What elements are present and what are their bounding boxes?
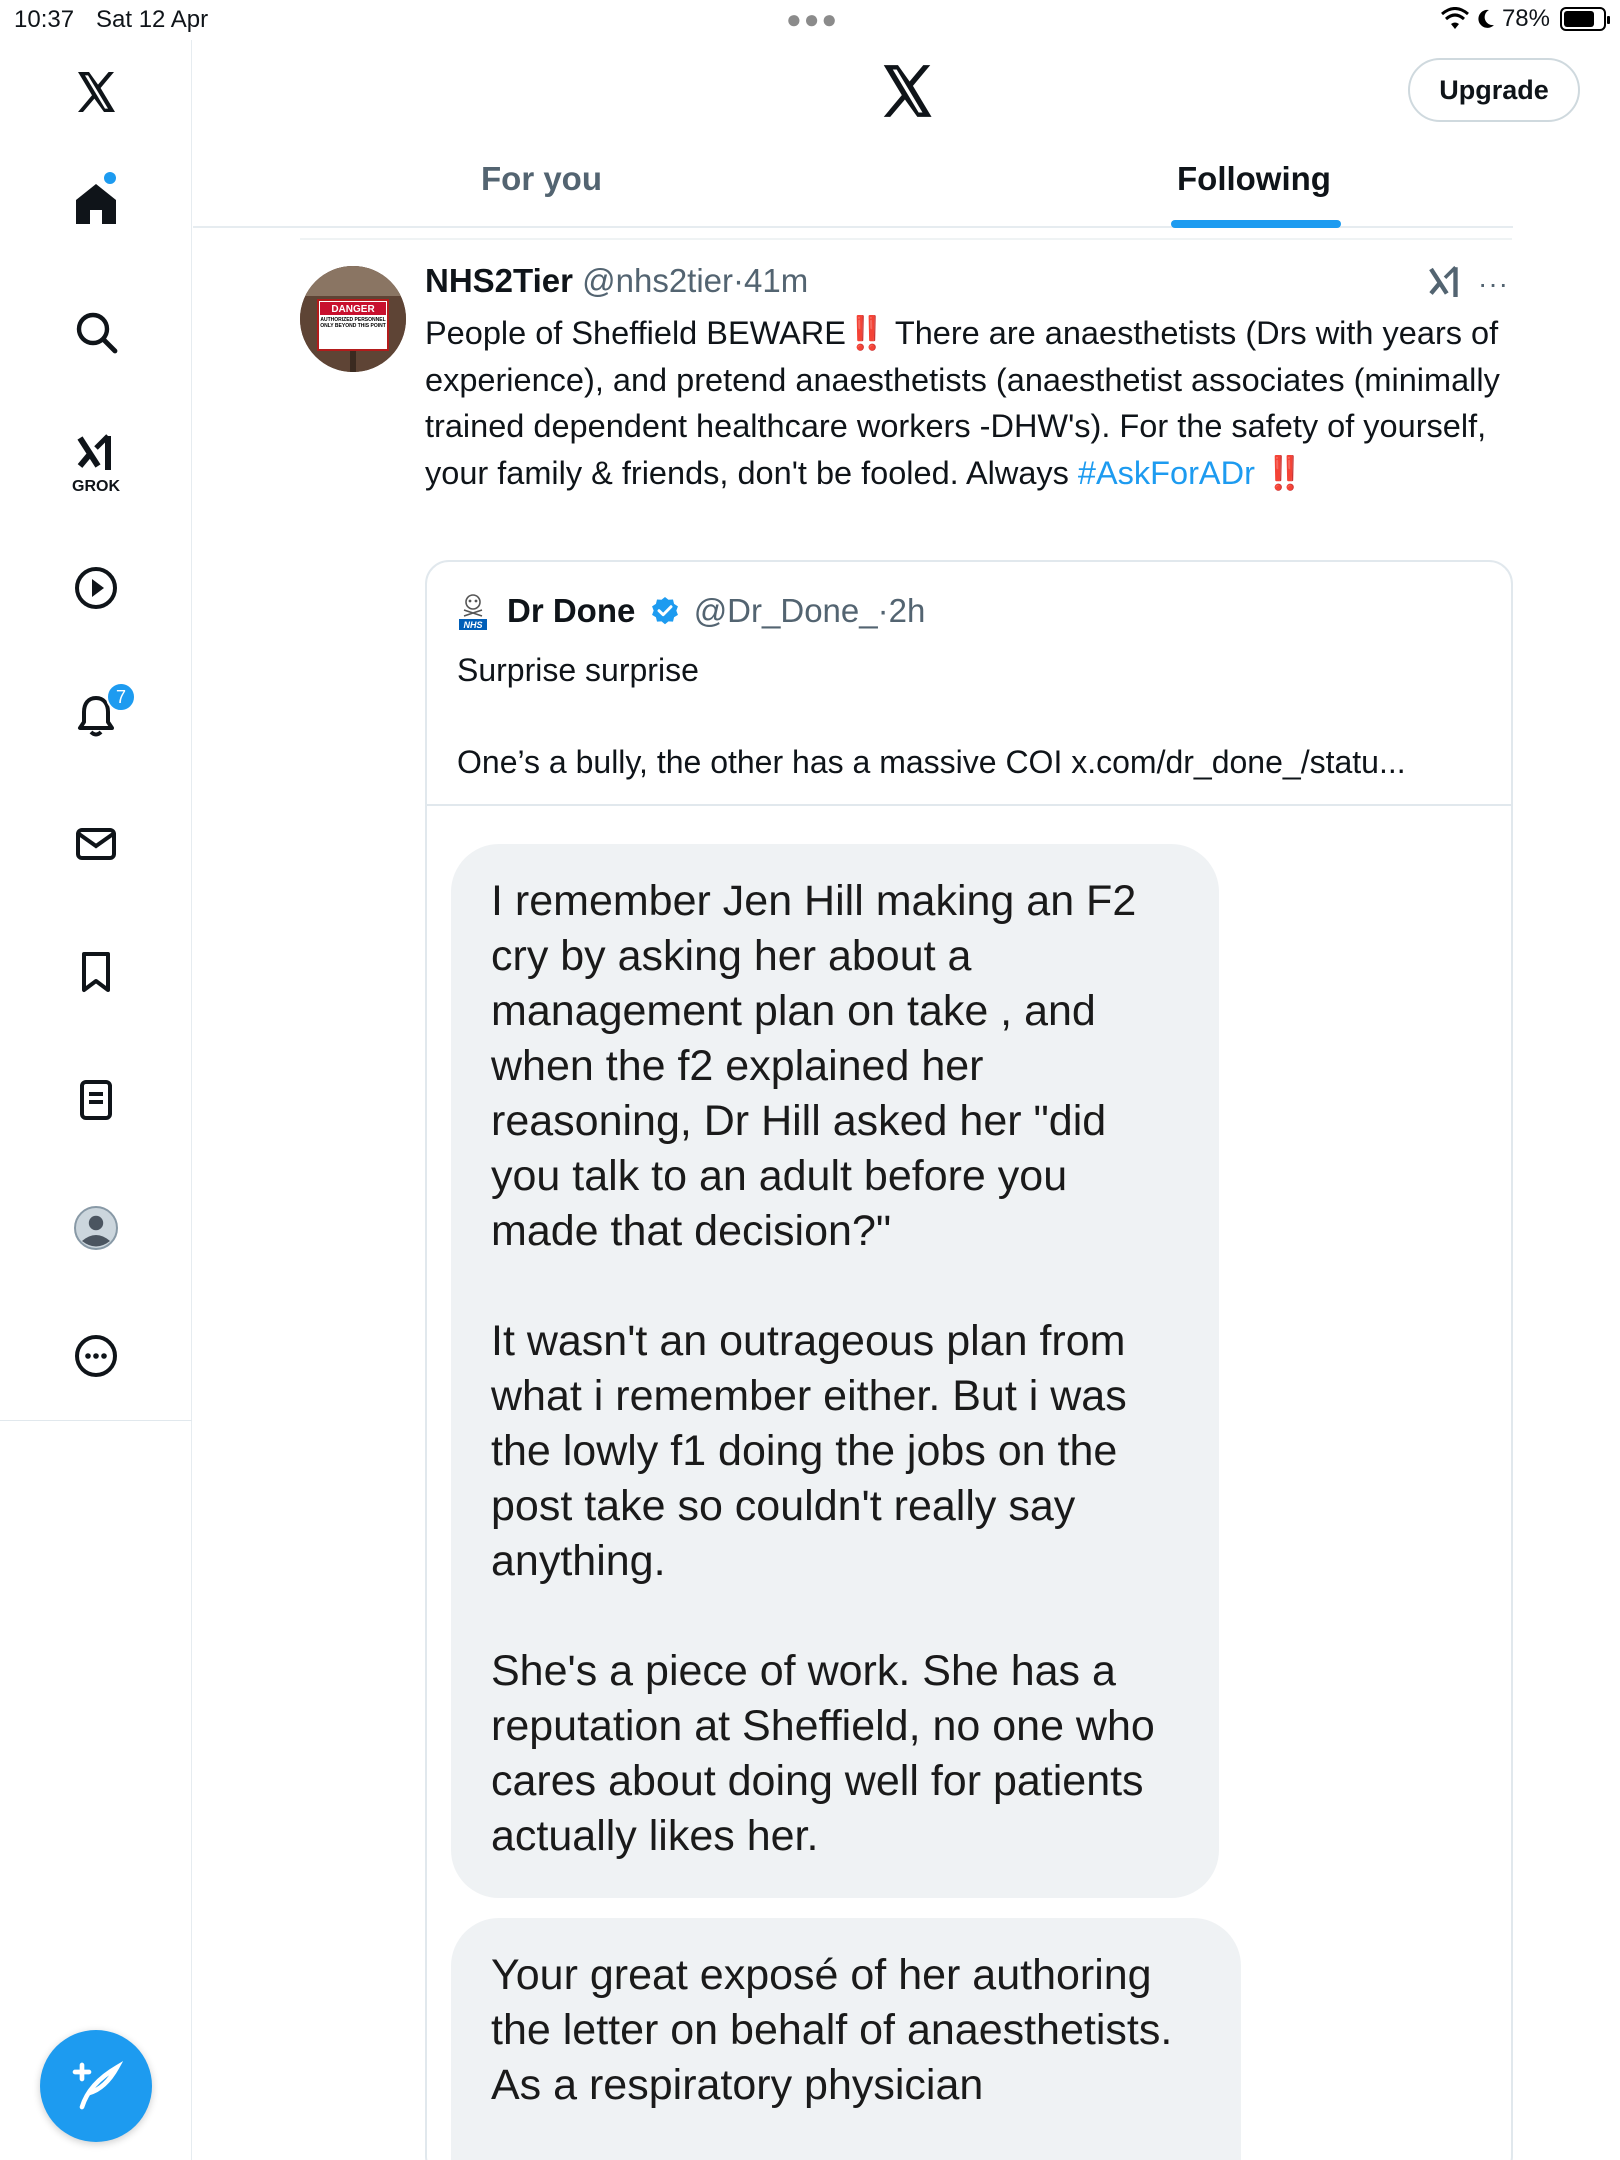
message-bubble (451, 844, 1219, 1898)
tweet-divider (300, 238, 1512, 240)
danger-sign-image (300, 266, 406, 372)
status-time: 10:37 (14, 6, 75, 33)
quote-text-line2: One’s a bully, the other has a massive COI x.com/dr_done_/statu... (457, 744, 1406, 780)
bubble-paragraph: I remember Jen Hill making an F2 cry by asking her about a management plan on take , and when the f2 explained her reasoning, Dr Hill asked her "did you talk to an adult before you made that decision?" (491, 877, 1137, 1255)
bubble-paragraph: As a respiratory physician (491, 2061, 984, 2109)
grok-explain-icon[interactable] (1424, 262, 1466, 304)
tweet-author-name[interactable]: NHS2Tier (425, 262, 573, 299)
status-bar (0, 0, 1620, 40)
header-x-logo-icon[interactable] (876, 60, 938, 122)
tweet-text-part2: There are anaesthetists (Drs with years of experience), and pretend anaesthetists (anaesthetist associates (minimally trained dependent healthcare workers -DHW's). For the safety of yourself, your family & friends, don't be fooled. Always (425, 315, 1500, 491)
status-date: Sat 12 Apr (96, 6, 209, 33)
more-icon[interactable] (66, 1326, 126, 1386)
quote-text-line1: Surprise surprise (457, 652, 699, 688)
battery-fill (1564, 11, 1594, 27)
quote-media-divider (427, 804, 1511, 806)
search-icon[interactable] (66, 302, 126, 362)
home-icon[interactable] (66, 174, 126, 234)
tab-for-you[interactable]: For you (481, 160, 602, 197)
quote-tweet-card[interactable] (425, 560, 1513, 2160)
compose-icon (68, 2058, 124, 2114)
quote-avatar-text: NHS (463, 620, 483, 630)
video-icon[interactable] (66, 558, 126, 618)
sidebar (0, 40, 192, 2160)
exclamation-icon: ‼️ (845, 315, 887, 351)
upgrade-button[interactable]: Upgrade (1408, 58, 1580, 122)
avatar-sign-title: DANGER (331, 304, 375, 315)
quote-time: 2h (888, 592, 926, 629)
home-unread-dot (104, 172, 116, 184)
moon-icon (1476, 8, 1496, 30)
avatar-sign-text: AUTHORIZED PERSONNEL ONLY BEYOND THIS POINT (320, 317, 386, 329)
tweet-time[interactable]: 41m (744, 262, 809, 299)
message-bubble (451, 1918, 1241, 2160)
tab-following[interactable]: Following (1177, 160, 1331, 197)
x-logo-icon[interactable] (66, 62, 126, 122)
articles-icon[interactable] (66, 1070, 126, 1130)
quote-separator: · (877, 592, 889, 629)
bubble-paragraph: She's a piece of work. She has a reputation at Sheffield, no one who cares about doing well for patients actually likes her. (491, 1647, 1155, 1860)
timeline-tabs (193, 150, 1513, 228)
verified-badge-icon (649, 595, 681, 627)
quote-author-handle[interactable]: @Dr_Done_ (693, 592, 878, 629)
tweet-hashtag[interactable]: #AskForADr (1077, 454, 1255, 491)
tweet-text-part1: People of Sheffield BEWARE (425, 315, 846, 351)
bubble-paragraph: It wasn't an outrageous plan from what i remember either. But i was the lowly f1 doing the jobs on the post take so couldn't really say anything. (491, 1317, 1127, 1585)
wifi-icon (1440, 7, 1470, 31)
grok-icon[interactable] (66, 424, 126, 484)
messages-icon[interactable] (66, 814, 126, 874)
exclamation-icon-end: ‼️ (1263, 454, 1305, 491)
profile-icon[interactable] (66, 1198, 126, 1258)
grok-label: GROK (72, 478, 120, 495)
tweet-text (425, 310, 1525, 496)
multitasking-dots-icon[interactable]: ●●● (786, 4, 840, 34)
compose-button[interactable] (40, 2030, 152, 2142)
battery-percent: 78% (1501, 5, 1550, 32)
notifications-badge: 7 (106, 682, 136, 712)
battery-icon (1560, 7, 1606, 31)
bubble-paragraph: Your great exposé of her authoring the letter on behalf of anaesthetists. (491, 1951, 1173, 2054)
status-right (1440, 5, 1606, 33)
tweet-author-handle[interactable]: @nhs2tier (582, 262, 734, 299)
quote-author-name[interactable]: Dr Done (507, 592, 636, 629)
sidebar-divider (0, 1420, 192, 1421)
tweet-avatar[interactable] (300, 266, 406, 372)
tweet-separator: · (733, 262, 745, 299)
bookmarks-icon[interactable] (66, 942, 126, 1002)
active-tab-indicator (1171, 220, 1341, 228)
quote-header (507, 592, 925, 630)
tweet-more-icon[interactable]: ··· (1478, 268, 1509, 299)
quote-avatar (455, 592, 491, 632)
tweet-header (425, 262, 808, 300)
